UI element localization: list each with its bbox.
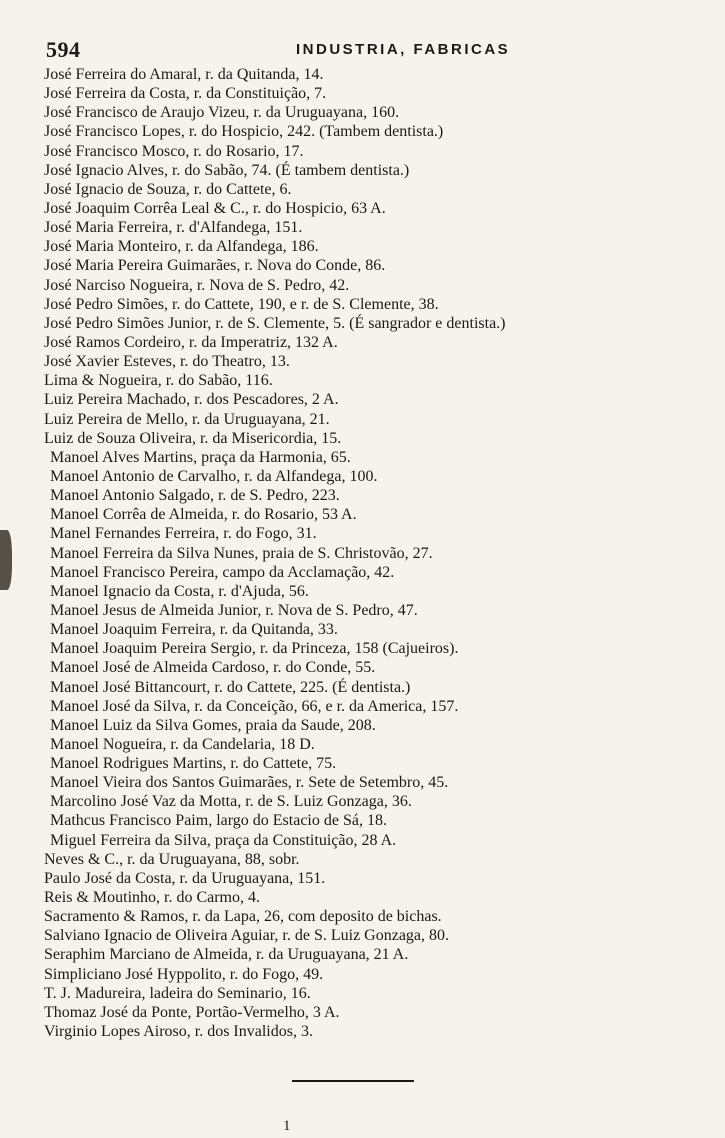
directory-entry: Manel Fernandes Ferreira, r. do Fogo, 31. — [50, 525, 317, 543]
signature-mark: 1 — [283, 1118, 291, 1134]
directory-entry: Manoel Alves Martins, praça da Harmonia, 65. — [50, 448, 351, 466]
directory-entry: Mathcus Francisco Paim, largo do Estacio de Sá, 18. — [50, 812, 387, 830]
directory-entry: José Ramos Cordeiro, r. da Imperatriz, 132 A. — [44, 333, 338, 351]
directory-entry: Manoel Antonio Salgado, r. de S. Pedro, 223. — [50, 487, 340, 505]
directory-entry: José Francisco de Araujo Vizeu, r. da Uruguayana, 160. — [44, 104, 400, 122]
directory-entry: Manoel Joaquim Pereira Sergio, r. da Princeza, 158 (Cajueiros). — [50, 640, 459, 658]
directory-entry: José Ferreira do Amaral, r. da Quitanda, 14. — [44, 66, 324, 83]
directory-entry: Luiz Pereira de Mello, r. da Uruguayana, 21. — [44, 410, 330, 428]
page-header — [46, 37, 686, 61]
directory-entry: Marcolino José Vaz da Motta, r. de S. Luiz Gonzaga, 36. — [50, 793, 412, 811]
directory-entry: Luiz Pereira Machado, r. dos Pescadores, 2 A. — [44, 391, 339, 409]
page-number: 594 — [46, 37, 81, 62]
directory-entry: Reis & Moutinho, r. do Carmo, 4. — [44, 889, 260, 907]
directory-entry: Thomaz José da Ponte, Portão-Vermelho, 3 A. — [44, 1003, 340, 1021]
directory-entry: T. J. Madureira, ladeira do Seminario, 16. — [44, 984, 311, 1002]
directory-entry: Manoel Luiz da Silva Gomes, praia da Saude, 208. — [50, 716, 376, 734]
directory-entry: José Francisco Lopes, r. do Hospicio, 242. (Tambem dentista.) — [44, 123, 444, 141]
directory-entry: Paulo José da Costa, r. da Uruguayana, 151. — [44, 869, 326, 887]
directory-entry: Miguel Ferreira da Silva, praça da Constituição, 28 A. — [50, 831, 397, 849]
directory-entry: José Joaquim Corrêa Leal & C., r. do Hospicio, 63 A. — [44, 199, 386, 217]
directory-entry: Manoel Francisco Pereira, campo da Acclamação, 42. — [50, 563, 395, 581]
directory-entry: Manoel Jesus de Almeida Junior, r. Nova de S. Pedro, 47. — [50, 601, 418, 619]
directory-entry: Luiz de Souza Oliveira, r. da Misericordia, 15. — [44, 429, 342, 447]
directory-entry: Neves & C., r. da Uruguayana, 88, sobr. — [44, 850, 300, 868]
directory-entry: Manoel José Bittancourt, r. do Cattete, 225. (É dentista.) — [50, 678, 411, 696]
directory-entry: Manoel Rodrigues Martins, r. do Cattete, 75. — [50, 755, 337, 773]
directory-entry: Manoel Vieira dos Santos Guimarães, r. Sete de Setembro, 45. — [50, 774, 449, 792]
directory-entry: Seraphim Marciano de Almeida, r. da Uruguayana, 21 A. — [44, 946, 409, 964]
directory-entry: José Narciso Nogueira, r. Nova de S. Pedro, 42. — [44, 276, 350, 294]
directory-entry: Salviano Ignacio de Oliveira Aguiar, r. de S. Luiz Gonzaga, 80. — [44, 927, 450, 945]
directory-entry: Manoel José da Silva, r. da Conceição, 66, e r. da America, 157. — [50, 697, 459, 715]
directory-entry: Virginio Lopes Airoso, r. dos Invalidos, 3. — [44, 1023, 313, 1041]
directory-entry: Manoel Joaquim Ferreira, r. da Quitanda, 33. — [50, 621, 338, 639]
directory-entry: José Ignacio de Souza, r. do Cattete, 6. — [44, 180, 292, 198]
directory-entry: Sacramento & Ramos, r. da Lapa, 26, com deposito de bichas. — [44, 908, 442, 926]
directory-entry: Manoel Ignacio da Costa, r. d'Ajuda, 56. — [50, 582, 309, 600]
directory-entry: José Pedro Simões Junior, r. de S. Clemente, 5. (É sangrador e dentista.) — [44, 314, 506, 332]
directory-entry: Manoel Ferreira da Silva Nunes, praia de S. Christovão, 27. — [50, 544, 433, 562]
running-title: INDUSTRIA, FABRICAS — [296, 41, 511, 58]
directory-entry: Manoel José de Almeida Cardoso, r. do Conde, 55. — [50, 659, 376, 677]
page-edge-stain — [0, 530, 12, 590]
directory-entry: José Maria Pereira Guimarães, r. Nova do Conde, 86. — [44, 257, 386, 275]
directory-entry: José Ignacio Alves, r. do Sabão, 74. (É tambem dentista.) — [44, 161, 410, 179]
directory-entry: Manoel Antonio de Carvalho, r. da Alfandega, 100. — [50, 467, 378, 485]
directory-entry: Manoel Corrêa de Almeida, r. do Rosario, 53 A. — [50, 506, 357, 524]
closing-rule — [292, 1080, 414, 1082]
directory-list — [44, 65, 704, 1041]
directory-entry: José Maria Monteiro, r. da Alfandega, 186. — [44, 238, 319, 256]
directory-entry: José Pedro Simões, r. do Cattete, 190, e r. de S. Clemente, 38. — [44, 295, 439, 313]
directory-entry: José Ferreira da Costa, r. da Constituição, 7. — [44, 85, 327, 103]
directory-entry: Manoel Nogueira, r. da Candelaria, 18 D. — [50, 735, 315, 753]
directory-entry: Simpliciano José Hyppolito, r. do Fogo, 49. — [44, 965, 324, 983]
directory-entry: José Francisco Mosco, r. do Rosario, 17. — [44, 142, 304, 160]
directory-entry: Lima & Nogueira, r. do Sabão, 116. — [44, 372, 273, 390]
directory-entry: José Xavier Esteves, r. do Theatro, 13. — [44, 353, 290, 371]
directory-entry: José Maria Ferreira, r. d'Alfandega, 151. — [44, 219, 303, 237]
